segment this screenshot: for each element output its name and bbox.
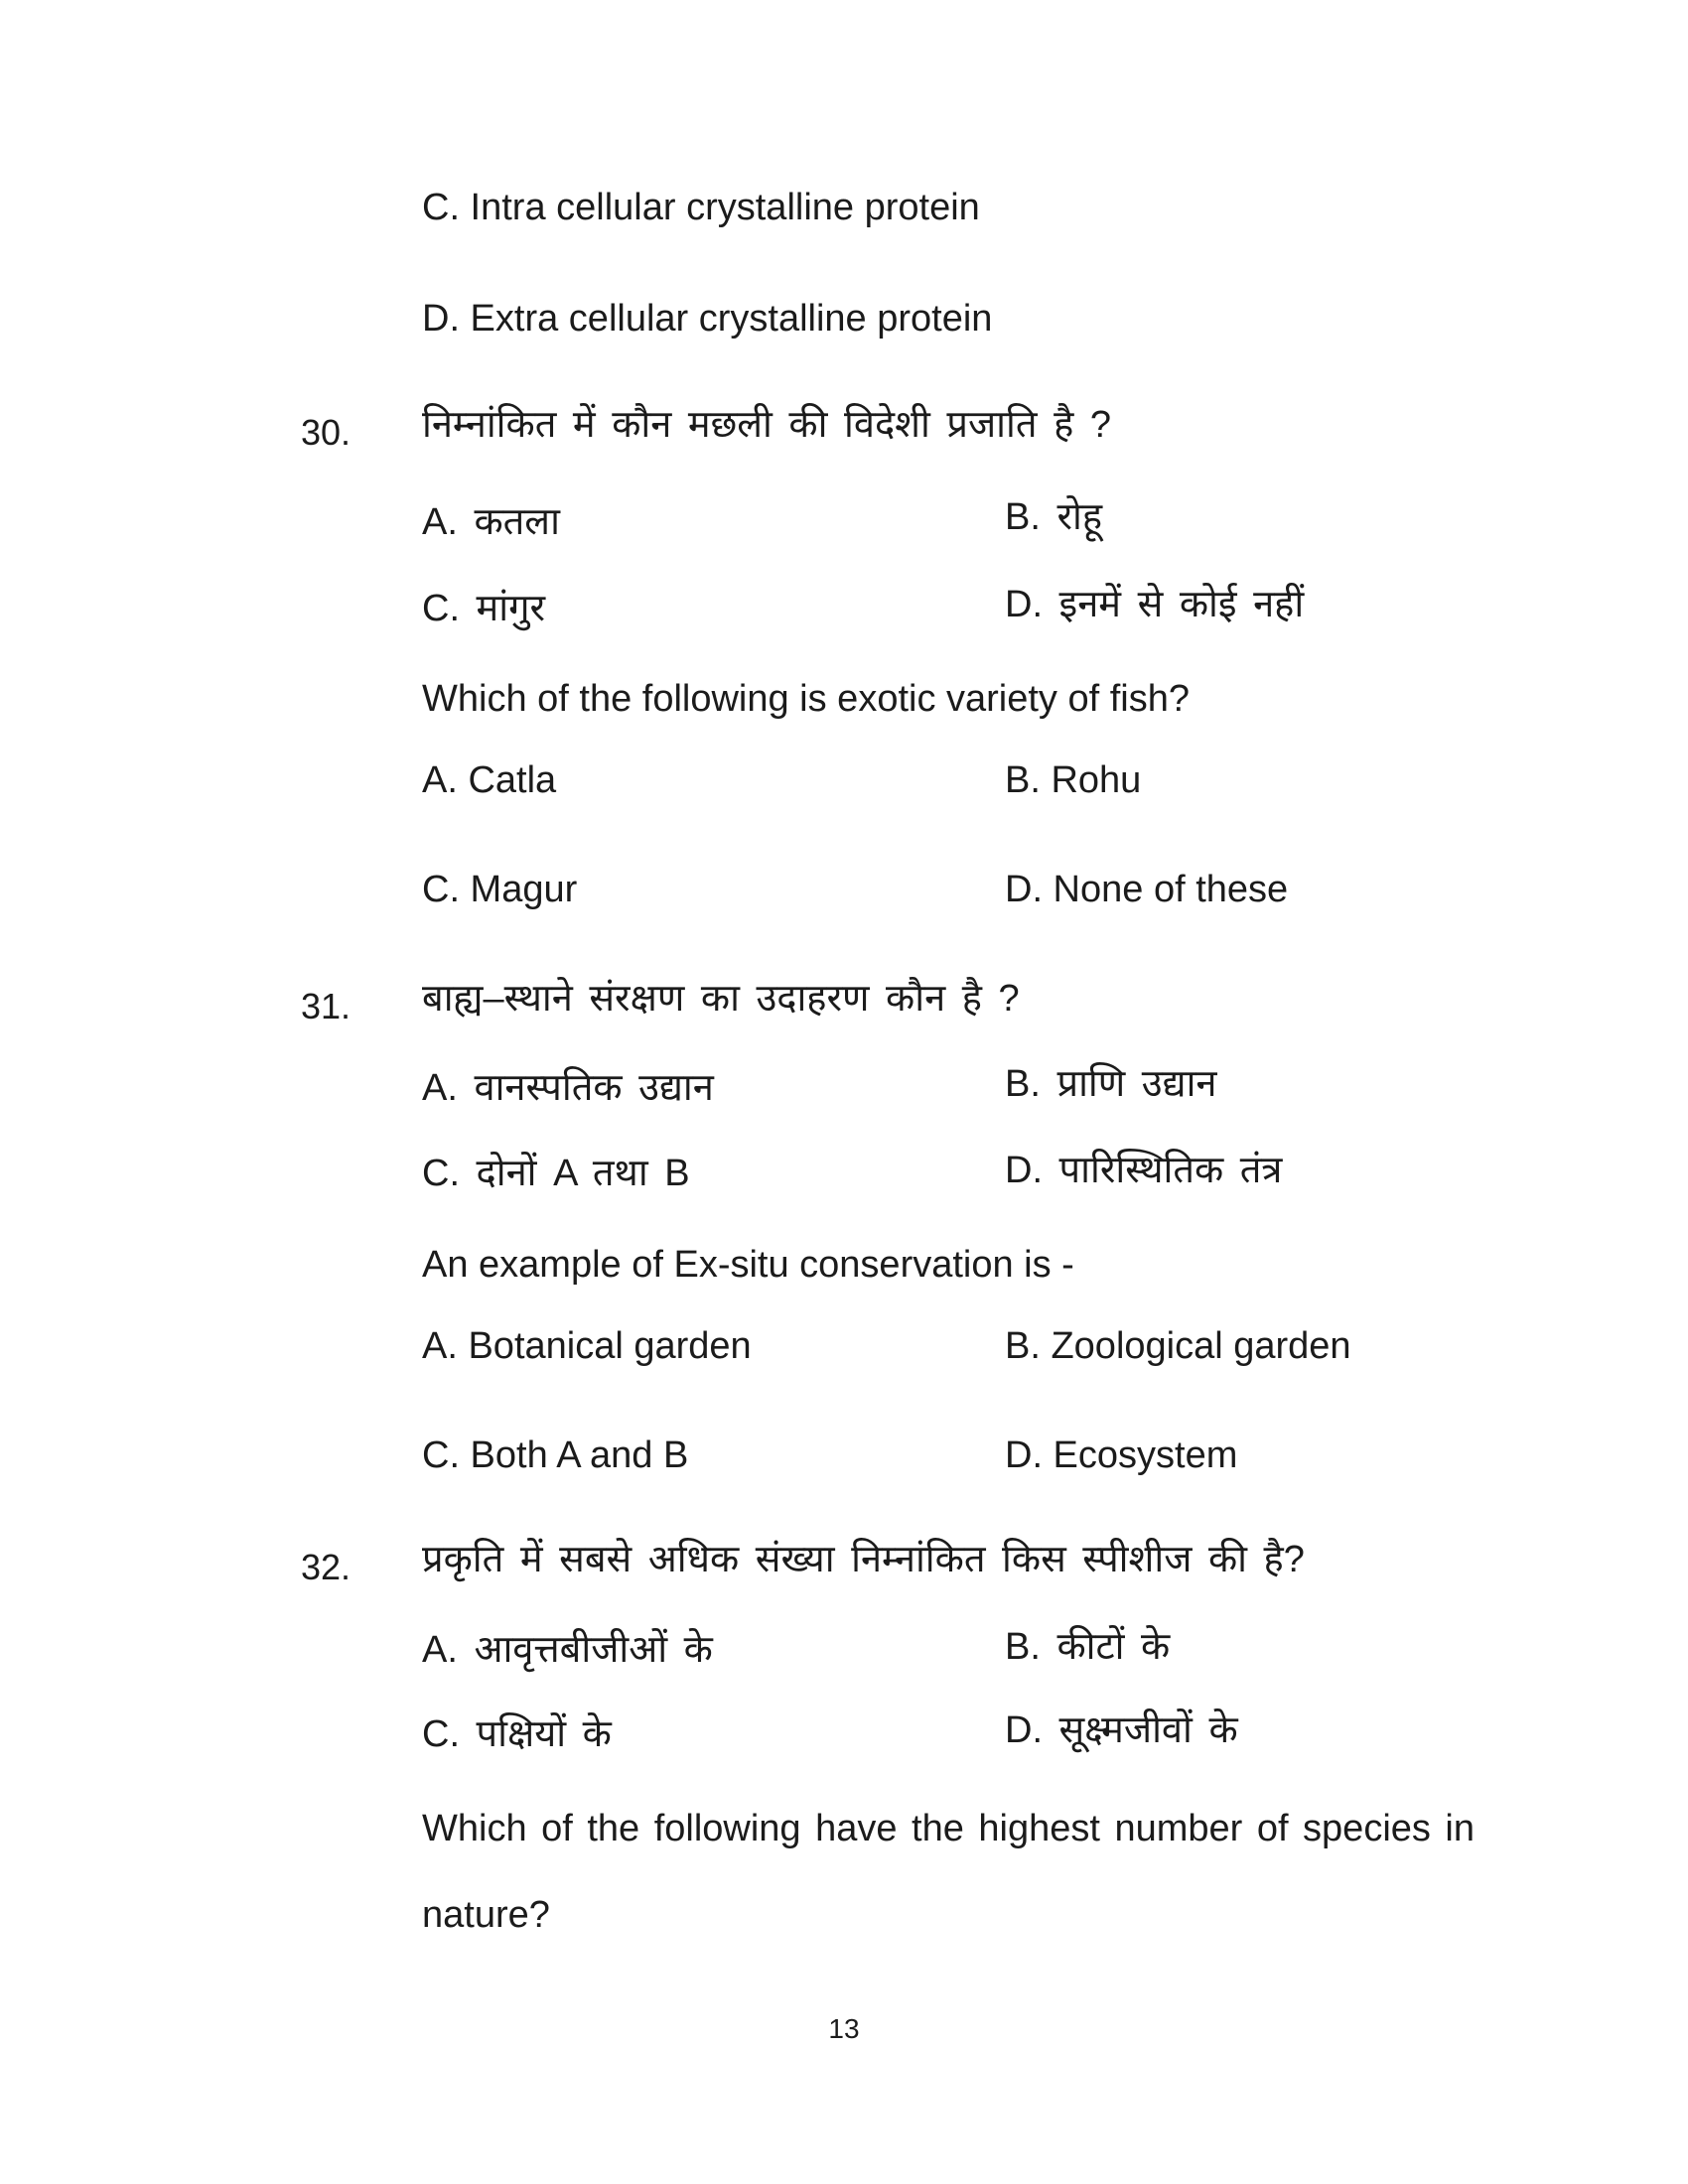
q30-question-english: Which of the following is exotic variety of fish? <box>422 678 1191 720</box>
q31-option-a-english: A. Botanical garden <box>422 1325 752 1367</box>
q31-number: 31. <box>301 986 352 1026</box>
q29-option-d-english: D. Extra cellular crystalline protein <box>422 298 993 340</box>
q31-question-english: An example of Ex-situ conservation is - <box>422 1244 1074 1286</box>
q31-option-c-hindi: C. दोनों A तथा B <box>422 1153 690 1194</box>
q30-option-d-hindi: D. इनमें से कोई नहीं <box>1005 584 1305 625</box>
q31-option-b-english: B. Zoological garden <box>1005 1325 1351 1367</box>
q31-option-c-english: C. Both A and B <box>422 1434 689 1476</box>
page-number: 13 <box>828 2013 860 2044</box>
q30-option-d-english: D. None of these <box>1005 869 1289 910</box>
q30-option-a-hindi: A. कतला <box>422 501 560 543</box>
q30-option-c-hindi: C. मांगुर <box>422 588 546 629</box>
q29-option-c-english: C. Intra cellular crystalline protein <box>422 187 980 228</box>
q31-option-b-hindi: B. प्राणि उद्यान <box>1005 1063 1217 1105</box>
q31-question-hindi: बाह्य–स्थाने संरक्षण का उदाहरण कौन है ? <box>422 978 1020 1020</box>
q30-option-c-english: C. Magur <box>422 869 578 910</box>
q30-question-hindi: निम्नांकित में कौन मछली की विदेशी प्रजाति है ? <box>422 404 1111 446</box>
q30-option-b-english: B. Rohu <box>1005 759 1142 801</box>
q32-option-c-hindi: C. पक्षियों के <box>422 1713 612 1755</box>
q32-question-english-line2: nature? <box>422 1894 550 1936</box>
q32-question-hindi: प्रकृति में सबसे अधिक संख्या निम्नांकित किस स्पीशीज की है? <box>422 1539 1305 1580</box>
q32-option-b-hindi: B. कीटों के <box>1005 1626 1171 1668</box>
q31-option-d-hindi: D. पारिस्थितिक तंत्र <box>1005 1150 1283 1191</box>
q30-number: 30. <box>301 412 352 453</box>
q31-option-d-english: D. Ecosystem <box>1005 1434 1238 1476</box>
q32-question-english-line1: Which of the following have the highest number of species in <box>422 1808 1475 1849</box>
q32-option-a-hindi: A. आवृत्तबीजीओं के <box>422 1629 713 1671</box>
q32-number: 32. <box>301 1547 352 1587</box>
q32-option-d-hindi: D. सूक्ष्मजीवों के <box>1005 1709 1238 1751</box>
q31-option-a-hindi: A. वानस्पतिक उद्यान <box>422 1067 714 1109</box>
q30-option-b-hindi: B. रोहू <box>1005 496 1103 538</box>
q30-option-a-english: A. Catla <box>422 759 557 801</box>
